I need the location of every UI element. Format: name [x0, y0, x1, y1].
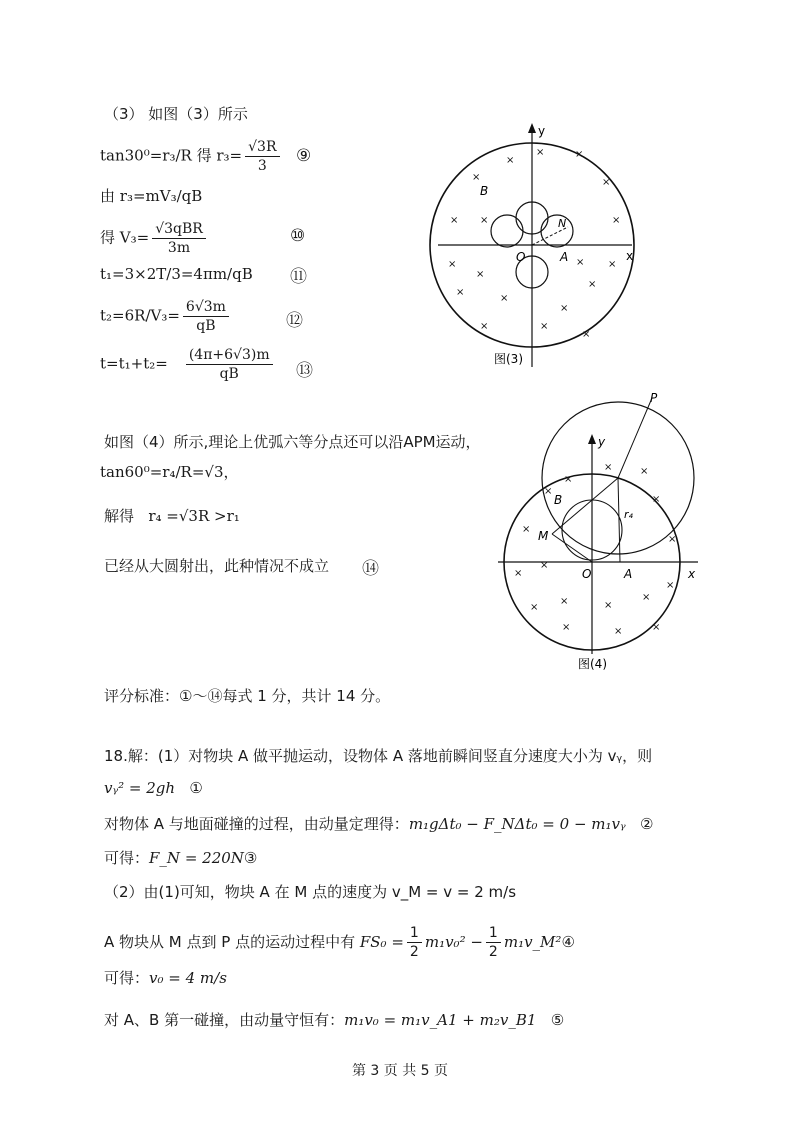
eq-t2-lhs: t₂=6R/V₃= — [100, 306, 180, 325]
frac-half-2 — [486, 924, 501, 961]
frac-t2 — [183, 298, 229, 335]
mark-4: ④ — [561, 933, 575, 951]
frac-half-1 — [407, 924, 422, 961]
mark-14: ⑭ — [362, 559, 379, 579]
small-circle-left — [491, 215, 523, 247]
mark-11: ⑪ — [290, 267, 307, 287]
q18-eq-work-mid: m₁v₀² − — [424, 933, 483, 951]
q18-line3 — [104, 814, 653, 834]
mark-2: ② — [639, 815, 654, 833]
cross: × — [640, 466, 649, 477]
cross: × — [506, 155, 515, 166]
y-axis-arrow — [588, 434, 596, 444]
q18-line4 — [104, 848, 257, 868]
mark-13: ⑬ — [296, 361, 313, 381]
line-to-A — [618, 478, 620, 562]
cross: × — [540, 560, 549, 571]
mark-1: ① — [189, 779, 203, 797]
q18-eq-momentum: m₁v₀ = m₁v_A1 + m₂v_B1 — [344, 1011, 537, 1029]
frac-half-2-den: 2 — [488, 944, 498, 960]
y-axis-arrow — [528, 123, 536, 133]
frac-half-2-num: 1 — [486, 924, 501, 943]
eq-v3 — [100, 220, 209, 257]
q18-eq-work-lhs: FS₀ = — [359, 933, 404, 951]
q18-line1: 18.解：(1）对物块 A 做平抛运动，设物体 A 落地前瞬间竖直分速度大小为 vᵧ，则 — [104, 747, 653, 765]
cross: × — [608, 259, 617, 270]
eq-v3-lhs: 得 V₃= — [100, 228, 150, 247]
mark-9: ⑨ — [296, 146, 312, 166]
figure-3 — [420, 115, 650, 379]
frac-r3-num: √3R — [245, 138, 279, 157]
eq-t2 — [100, 298, 232, 335]
cross: × — [480, 215, 489, 226]
fig4-A-label: A — [624, 567, 633, 581]
cross: × — [560, 596, 569, 607]
q18-line8 — [104, 1010, 564, 1030]
fig4-P-label: P — [650, 392, 658, 405]
q18-eq-vy: vᵧ² = 2gh — [104, 779, 176, 797]
part4-line1: 如图（4）所示,理论上优弧六等分点还可以沿APM运动， — [104, 433, 481, 451]
cross: × — [450, 215, 459, 226]
q18-line2 — [104, 778, 203, 798]
cross: × — [476, 269, 485, 280]
eq-r3 — [100, 138, 283, 175]
cross: × — [500, 293, 509, 304]
q18-line3-text: 对物体 A 与地面碰撞的过程，由动量定理得： — [104, 815, 409, 833]
frac-t — [186, 346, 273, 383]
cross: × — [642, 592, 651, 603]
fig4-M-label: M — [538, 529, 549, 543]
cross: × — [604, 462, 613, 473]
frac-t2-den: qB — [196, 318, 216, 334]
q18-line6-text: A 物块从 M 点到 P 点的运动过程中有 — [104, 933, 356, 951]
cross: × — [472, 172, 481, 183]
q18-line5: （2）由(1)可知，物块 A 在 M 点的速度为 v_M = v = 2 m/s — [104, 883, 517, 901]
mark-3: ③ — [243, 849, 258, 867]
q18-line7 — [104, 968, 227, 988]
fig4-field-crosses — [514, 462, 676, 637]
frac-r3-den: 3 — [257, 158, 267, 174]
q18-line4-text: 可得： — [104, 849, 150, 867]
frac-v3-num: √3qBR — [152, 220, 206, 239]
cross: × — [544, 486, 553, 497]
eq-r3-def: 由 r₃=mV₃/qB — [100, 187, 203, 205]
cross: × — [514, 568, 523, 579]
q18-line6 — [104, 924, 575, 961]
q18-line7-text: 可得： — [104, 969, 150, 987]
cross: × — [575, 149, 584, 160]
frac-half-1-den: 2 — [409, 944, 419, 960]
frac-t-num: (4π+6√3)m — [186, 346, 273, 365]
fig3-x-label: x — [626, 249, 634, 263]
cross: × — [652, 622, 661, 633]
eq-t1: t₁=3×2T/3=4πm/qB — [100, 265, 253, 283]
cross: × — [480, 321, 489, 332]
scoring-note: 评分标准：①～⑭每式 1 分，共计 14 分。 — [104, 687, 391, 705]
frac-v3-den: 3m — [167, 240, 191, 256]
cross: × — [522, 524, 531, 535]
fig4-B-label: B — [554, 493, 563, 507]
q18-eq-v0: v₀ = 4 m/s — [149, 969, 227, 987]
frac-t-den: qB — [219, 366, 239, 382]
cross: × — [448, 259, 457, 270]
small-circle-right — [541, 215, 573, 247]
cross: × — [540, 321, 549, 332]
fig4-O-label: O — [582, 567, 592, 581]
cross: × — [588, 279, 597, 290]
q18-eq-impulse: m₁gΔt₀ − F_NΔt₀ = 0 − m₁vᵧ — [408, 815, 626, 833]
fig3-y-label: y — [538, 124, 546, 138]
cross: × — [668, 534, 677, 545]
part4-line4: 已经从大圆射出，此种情况不成立 — [104, 557, 330, 575]
fig4-x-label: x — [688, 567, 696, 581]
cross: × — [666, 580, 675, 591]
fig3-A-label: A — [560, 250, 569, 264]
figure-4 — [492, 392, 712, 678]
frac-v3 — [152, 220, 206, 257]
cross: × — [456, 287, 465, 298]
eq-r3-lhs: tan30⁰=r₃/R 得 r₃= — [100, 146, 243, 165]
part4-solve-label: 解得 — [104, 507, 135, 525]
mark-5: ⑤ — [550, 1011, 565, 1029]
fig4-r4-label: r₄ — [624, 508, 633, 521]
q18-eq-FN: F_N = 220N — [149, 849, 244, 867]
fig3-N-label: N — [558, 217, 567, 230]
cross: × — [602, 177, 611, 188]
figure-4-svg — [492, 392, 712, 674]
part4-solve-eq: r₄ =√3R >r₁ — [148, 507, 240, 525]
cross: × — [560, 303, 569, 314]
figure-3-svg — [420, 115, 650, 375]
frac-half-1-num: 1 — [407, 924, 422, 943]
page-footer: 第 3 页 共 5 页 — [351, 1063, 449, 1079]
cross: × — [564, 474, 573, 485]
q18-eq-work-rhs: m₁v_M² — [503, 933, 562, 951]
mark-10: ⑩ — [290, 226, 306, 246]
fig3-O-label: O — [516, 250, 526, 264]
frac-r3 — [245, 138, 279, 175]
frac-t2-num: 6√3m — [183, 298, 229, 317]
fig4-y-label: y — [598, 435, 606, 449]
cross: × — [562, 622, 571, 633]
q18-line8-text: 对 A、B 第一碰撞，由动量守恒有： — [104, 1011, 345, 1029]
eq-t-lhs: t=t₁+t₂= — [100, 354, 168, 373]
cross: × — [582, 329, 591, 340]
fig3-B-label: B — [480, 184, 489, 198]
part4-line3 — [104, 506, 240, 526]
cross: × — [530, 602, 539, 613]
part4-line2: tan60⁰=r₄/R=√3， — [100, 463, 239, 481]
fig3-caption: 图(3) — [494, 352, 523, 366]
fig4-caption: 图(4) — [578, 657, 607, 671]
cross: × — [604, 600, 613, 611]
cross: × — [576, 257, 585, 268]
cross: × — [652, 494, 661, 505]
cross: × — [614, 626, 623, 637]
cross: × — [536, 147, 545, 158]
cross: × — [612, 215, 621, 226]
mark-12: ⑫ — [286, 311, 303, 331]
part3-heading: （3） 如图（3）所示 — [104, 105, 248, 123]
eq-t — [100, 346, 276, 383]
